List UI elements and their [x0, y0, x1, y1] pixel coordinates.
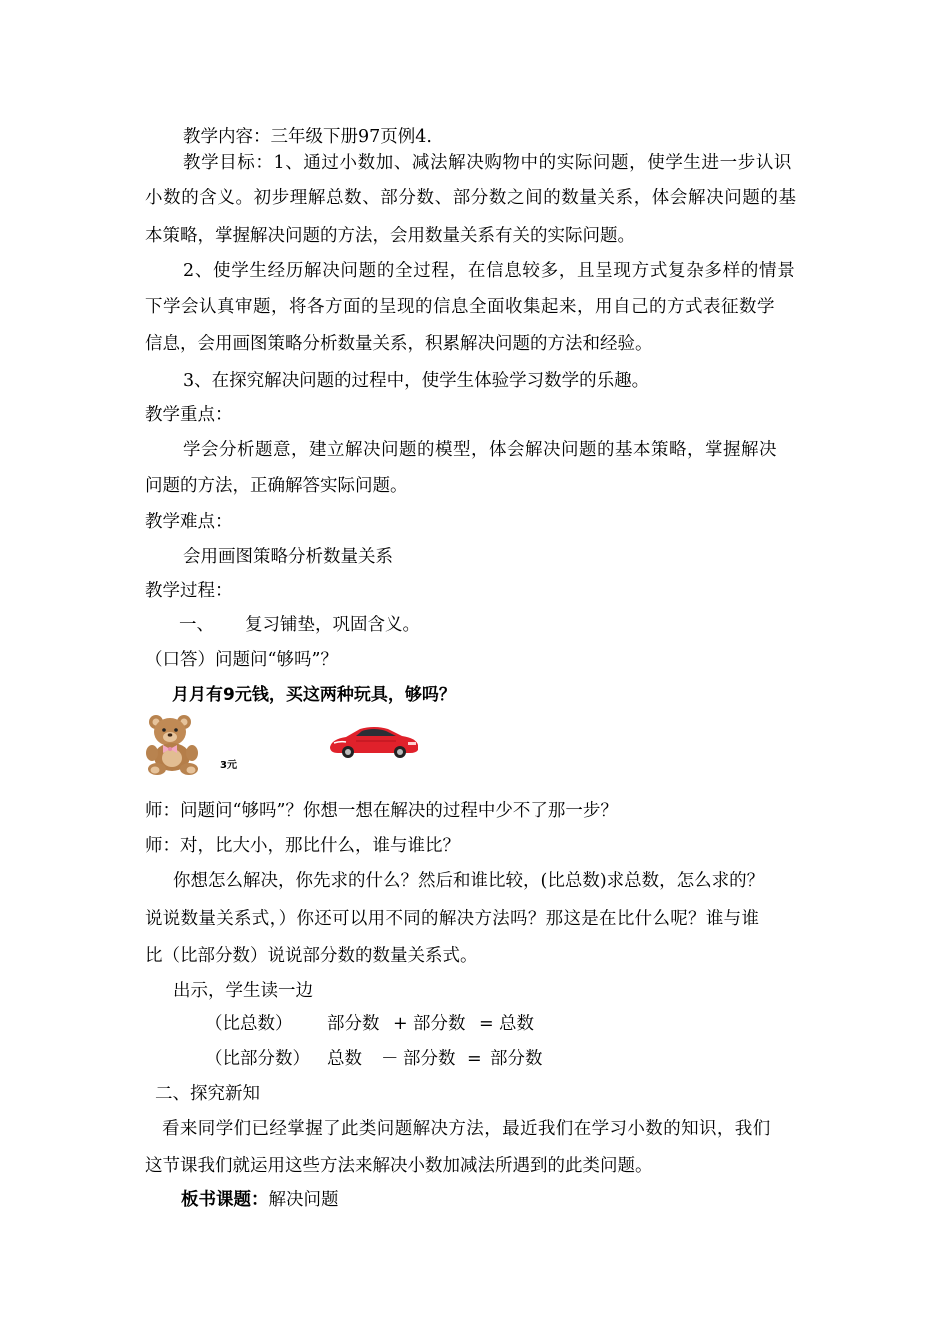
formula-part-result: 部分数 — [490, 1049, 543, 1069]
formula-total-part-a: 部分数 — [327, 1014, 380, 1034]
bear-price-label: 3元 — [220, 760, 237, 771]
section-one-title: 复习铺垫，巩固含义。 — [245, 615, 420, 635]
key-points-line-2: 问题的方法，正确解答实际问题。 — [145, 476, 408, 496]
goal-line-6: 信息，会用画图策略分析数量关系，积累解决问题的方法和经验。 — [145, 334, 653, 354]
goal-line-1: 教学目标：1、通过小数加、减法解决购物中的实际问题，使学生进一步认识 — [183, 153, 793, 173]
board-title — [181, 1188, 339, 1212]
section-one-number: 一、 — [179, 615, 214, 635]
goal-line-7: 3、在探究解决问题的过程中，使学生体验学习数学的乐趣。 — [183, 371, 650, 391]
formula-total-part-b: 部分数 — [413, 1014, 466, 1034]
explore-line-2: 这节课我们就运用这些方法来解决小数加减法所遇到的此类问题。 — [145, 1156, 653, 1176]
section-two-title: 二、探究新知 — [155, 1084, 260, 1104]
formula-total-plus: + — [393, 1014, 408, 1034]
formula-part-equals: = — [467, 1049, 482, 1069]
oral-question: （口答）问题问“够吗”？ — [145, 650, 338, 670]
discussion-line-2: 说说数量关系式，）你还可以用不同的解决方法吗？那这是在比什么呢？谁与谁 — [145, 909, 760, 929]
teaching-content: 教学内容：三年级下册97页例4. — [183, 127, 432, 147]
discussion-line-1: 你想怎么解决，你先求的什么？然后和谁比较，(比总数)求总数，怎么求的？ — [173, 871, 765, 891]
formula-total-equals: = — [479, 1014, 494, 1034]
teacher-line-2: 师：对，比大小，那比什么，谁与谁比？ — [145, 836, 460, 856]
toy-car-image — [326, 723, 422, 759]
goal-line-2: 小数的含义。初步理解总数、部分数、部分数之间的数量关系，体会解决问题的基 — [145, 188, 797, 208]
formula-part-total: 总数 — [327, 1049, 362, 1069]
process-heading: 教学过程： — [145, 581, 233, 601]
formula-part-tag: （比部分数） — [205, 1049, 310, 1069]
formula-total — [205, 1012, 293, 1036]
goal-line-4: 2、使学生经历解决问题的全过程，在信息较多，且呈现方式复杂多样的情景 — [183, 261, 796, 281]
goal-line-3: 本策略，掌握解决问题的方法，会用数量关系有关的实际问题。 — [145, 226, 635, 246]
formula-total-result: 总数 — [499, 1014, 534, 1034]
difficulty-line: 会用画图策略分析数量关系 — [183, 547, 393, 567]
teacher-line-1: 师：问题问“够吗”？你想一想在解决的过程中少不了那一步？ — [145, 801, 618, 821]
board-title-value: 解决问题 — [268, 1190, 339, 1210]
problem-statement: 月月有9元钱，买这两种玩具，够吗？ — [172, 685, 456, 705]
board-title-label: 板书课题： — [181, 1190, 269, 1210]
discussion-line-3: 比（比部分数）说说部分数的数量关系式。 — [145, 946, 478, 966]
explore-line-1: 看来同学们已经掌握了此类问题解决方法，最近我们在学习小数的知识，我们 — [162, 1119, 771, 1139]
formula-part-part: 部分数 — [403, 1049, 456, 1069]
key-points-line-1: 学会分析题意，建立解决问题的模型，体会解决问题的基本策略，掌握解决 — [183, 440, 777, 460]
formula-total-tag: （比总数） — [205, 1014, 293, 1034]
teddy-bear-image — [143, 713, 209, 775]
difficulty-heading: 教学难点： — [145, 512, 233, 532]
key-points-heading: 教学重点： — [145, 405, 233, 425]
show-students-read: 出示，学生读一边 — [173, 981, 313, 1001]
formula-part-minus: － — [381, 1049, 399, 1069]
goal-line-5: 下学会认真审题，将各方面的呈现的信息全面收集起来，用自己的方式表征数学 — [145, 297, 775, 317]
